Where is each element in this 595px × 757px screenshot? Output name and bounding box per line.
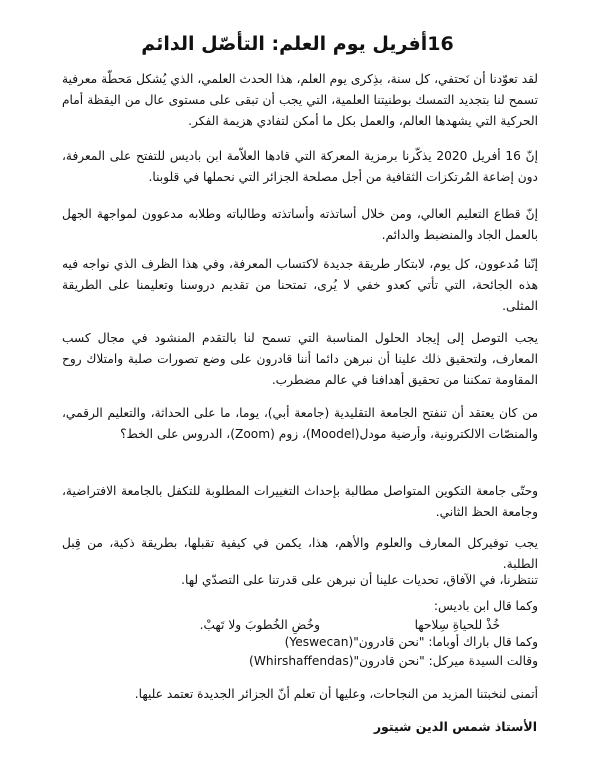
paragraph: وكما قال باراك أوباما: "نحن قادرون"(Yeswecan) — [284, 635, 538, 649]
poem-line-second: وخُضِ الخُطوبَ ولا تَهبْ. — [199, 618, 320, 632]
paragraph: إنّنا مُدعوون، كل يوم، لابتكار طريقة جديدة لاكتساب المعرفة، وفي هذا الظرف الذي نواجه فيه هذه الجائحة، التي تأتي كعدو خفي لا يُرى، تمتحنا من تقديم دروسنا وتعليمنا على الطريقة المثلى. — [62, 257, 538, 313]
paragraph: من كان يعتقد أن تنفتح الجامعة التقليدية (جامعة أبي)، يوما، ما على الحداثة، والتعليم الرقمي، والمنصّات الالكترونية، وأرضية مودل(Moodel)، زوم (Zoom)، الدروس على الخط؟ — [62, 406, 538, 441]
paragraph: يجب التوصل إلى إيجاد الحلول المناسبة التي تسمح لنا بالتقدم المنشود في مجال كسب المعارف، ولتحقيق ذلك علينا أن نبرهن دائما أننا قادرون على وضع تصورات صلبة وامتلاك روح المقاومة تمكننا من تحقيق أهدافنا في عالم مضطرب. — [62, 331, 538, 387]
paragraph: وحتّى جامعة التكوين المتواصل مطالبة بإحداث التغييرات المطلوبة للتكفل بالجامعة الافتراضية، وجامعة الحظ الثاني. — [62, 484, 538, 519]
paragraph: وقالت السيدة ميركل: "نحن قادرون"(Whirshaffendas) — [249, 654, 538, 668]
page-title: 16أفريل يوم العلم: التأصّل الدائم — [141, 33, 454, 55]
paragraph: إنّ قطاع التعليم العالي، ومن خلال أساتذته وأساتذته وطالباته وطلابه مدعوون لمواجهة الجهل بالعمل الجاد والمنضبط والدائم. — [62, 207, 538, 242]
poem-line-first: خُذْ للحياةِ سِلاحها — [414, 618, 500, 632]
signature: الأستاذ شمس الدين شيتور — [373, 719, 537, 734]
paragraph: أتمنى لنخبتنا المزيد من النجاحات، وعليها أن تعلم أنّ الجزائر الجديدة تعتمد عليها. — [134, 687, 538, 701]
paragraph: إنّ 16 أفريل 2020 يذكّرنا برمزية المعركة التي قادها العلاّمة ابن باديس للتفتح على المعرفة، دون إضاعة المُرتكزات الثقافية من أجل مصلحة الجزائر التي نحملها في قلوبنا. — [62, 149, 539, 184]
paragraph: تنتظرنا، في الآفاق، تحديات علينا أن نبرهن على قدرتنا على التصدّي لها. — [181, 573, 538, 587]
paragraph: يجب توفيركل المعارف والعلوم والأهم، هذا، يكمن في كيفية تقبلها، بطريقة ذكية، من قِبل الطلبة. — [62, 536, 538, 571]
paragraph: وكما قال ابن باديس: — [433, 599, 538, 613]
paragraph: لقد تعوّدنا أن نَحتفي، كل سنة، بذِكرى يوم العلم، هذا الحدث العلمي، الذي يُشكل مَحطّة معرفية تسمح لنا بتجديد التمسك بوطنيتنا العلمية، التي يجب أن تبقى على مستوى عال من اليقظة أمام الحركية التي يشهدها العالم، والعمل بكل ما أمكن لتفادي هزيمة الفكر. — [62, 72, 538, 128]
